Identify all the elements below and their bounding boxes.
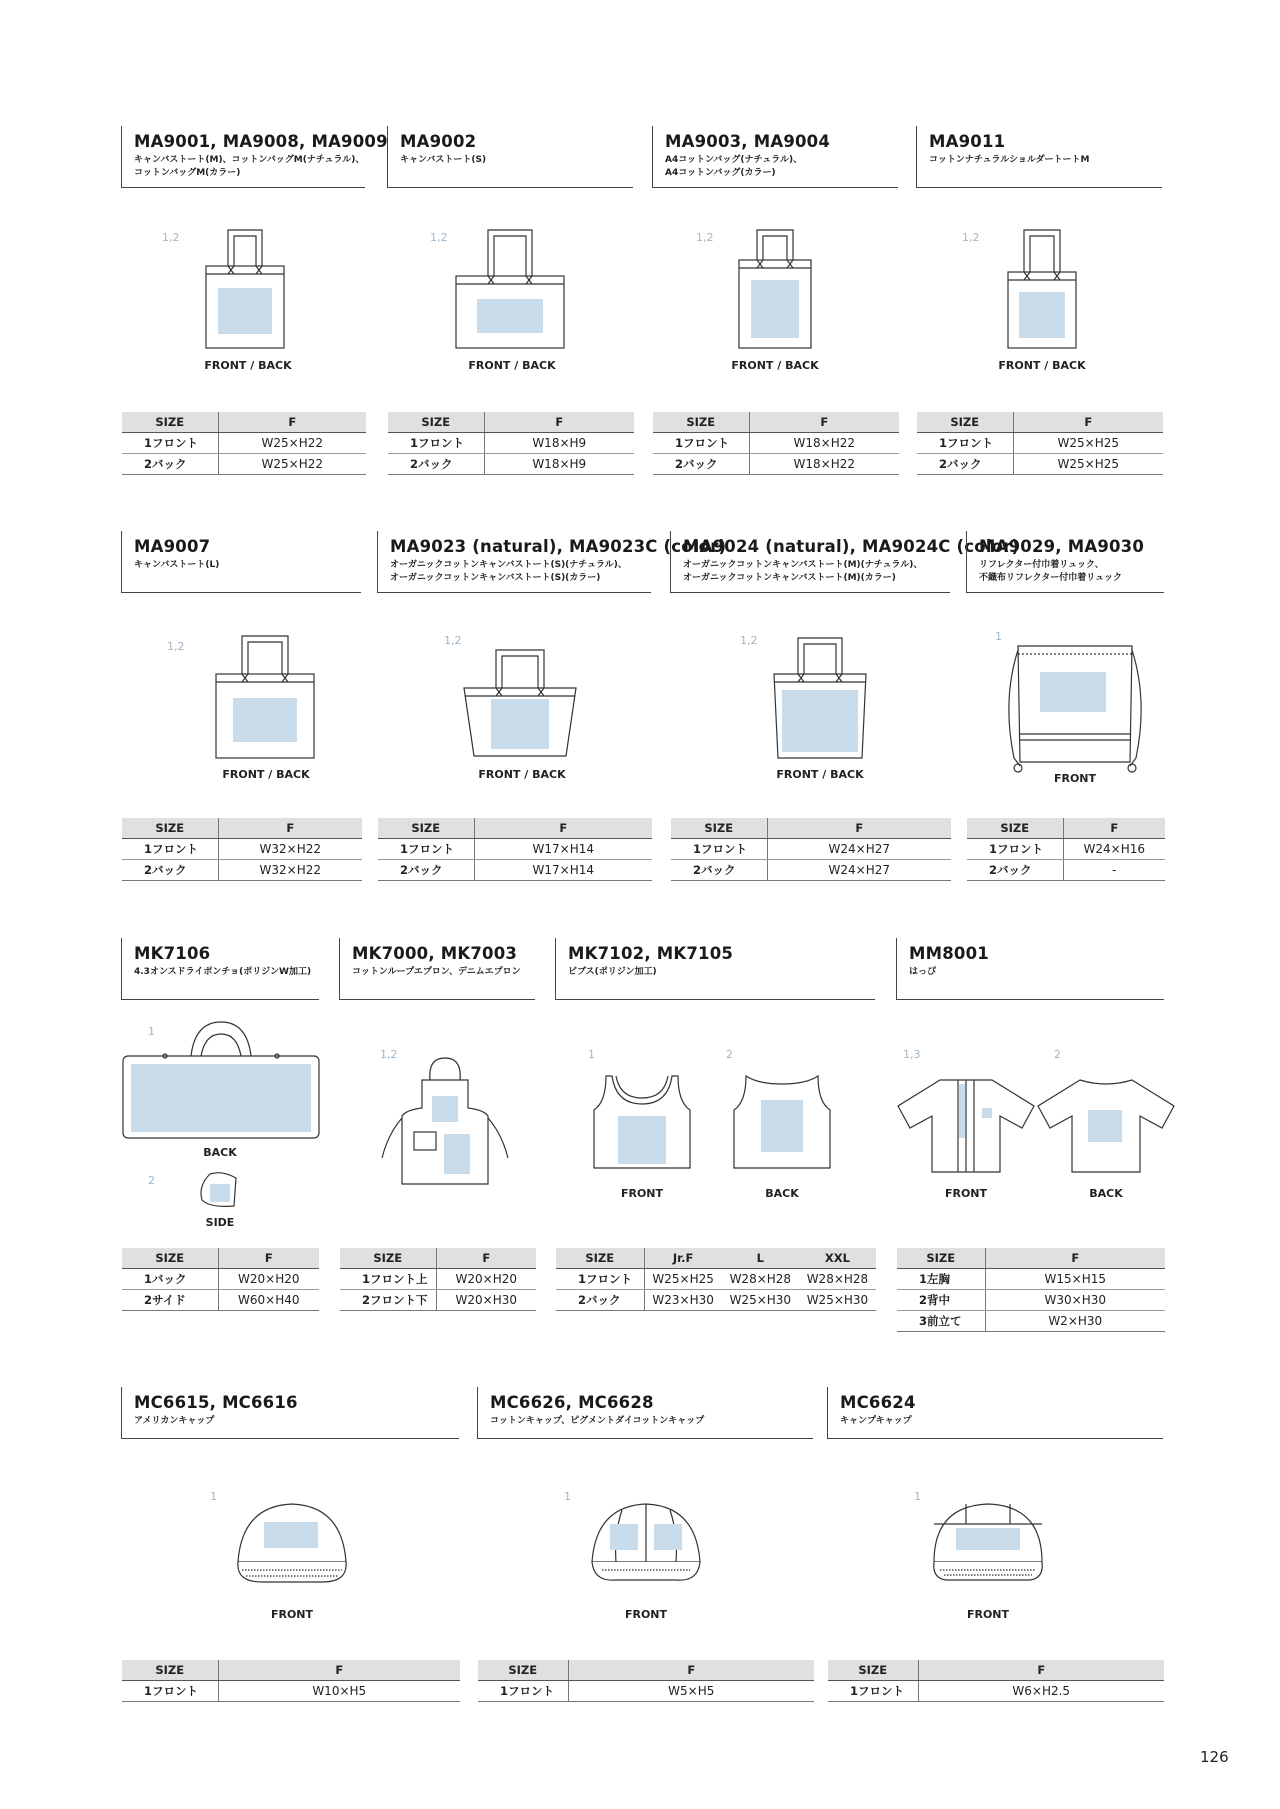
size-value: W20×H20 <box>218 1269 319 1290</box>
size-table <box>378 818 652 881</box>
size-header: SIZE <box>378 818 474 839</box>
size-value: W20×H20 <box>436 1269 536 1290</box>
print-position-number: 1,3 <box>903 1048 921 1061</box>
part-label: 1フロント <box>122 839 218 860</box>
product-code: MC6615, MC6616 <box>134 1393 298 1412</box>
product-code: MK7106 <box>134 944 211 963</box>
product-header <box>670 531 1020 593</box>
tote-bag-illustration <box>460 644 580 762</box>
product-header <box>896 938 1164 1000</box>
cotton-cap-illustration <box>586 1500 706 1586</box>
product-header <box>387 126 633 188</box>
part-label: 2バック <box>653 454 749 475</box>
product-code: MC6624 <box>840 1393 916 1412</box>
print-position-number: 1,2 <box>962 231 980 244</box>
print-position-number: 2 <box>1054 1048 1061 1061</box>
product-name: コットンループエプロン、デニムエプロン <box>352 967 521 977</box>
size-table <box>556 1248 876 1311</box>
camp-cap-illustration <box>926 1500 1050 1586</box>
view-label: BACK <box>765 1187 799 1200</box>
print-position-number: 2 <box>148 1174 155 1187</box>
product-name: キャンバストート(S) <box>400 155 487 165</box>
size-value: W60×H40 <box>218 1290 319 1311</box>
product-name: オーガニックコットンキャンバストート(M)(ナチュラル)、 オーガニックコットンキャンバストート(M)(カラー) <box>683 560 923 583</box>
size-table <box>478 1660 814 1702</box>
product-name: キャンプキャップ <box>840 1416 912 1426</box>
print-position-number: 1,2 <box>430 231 448 244</box>
product-name: 4.3オンスドライポンチョ(ポリジンW加工) <box>134 967 312 977</box>
size-col: F <box>985 1248 1165 1269</box>
view-label: FRONT / BACK <box>222 768 310 781</box>
product-header <box>477 1387 813 1439</box>
size-value: W25×H22 <box>218 454 366 475</box>
view-label: SIDE <box>205 1216 235 1229</box>
part-label: 1フロント <box>378 839 474 860</box>
part-label: 1フロント <box>967 839 1063 860</box>
size-col: F <box>474 818 652 839</box>
size-col: Jr.F <box>644 1248 722 1269</box>
product-code: MA9011 <box>929 132 1006 151</box>
product-header <box>121 531 361 593</box>
size-header: SIZE <box>340 1248 436 1269</box>
product-header <box>121 126 388 188</box>
part-label: 1左胸 <box>897 1269 985 1290</box>
size-header: SIZE <box>917 412 1013 433</box>
print-position-number: 1,2 <box>380 1048 398 1061</box>
product-header <box>339 938 535 1000</box>
size-value: W25×H25 <box>1013 433 1163 454</box>
size-value: W18×H22 <box>749 433 899 454</box>
size-table <box>917 412 1163 475</box>
product-name: リフレクター付巾着リュック、 不織布リフレクター付巾着リュック <box>979 560 1123 583</box>
part-label: 2フロント下 <box>340 1290 436 1311</box>
size-col: XXL <box>799 1248 876 1269</box>
size-col: L <box>722 1248 799 1269</box>
size-value: W25×H30 <box>722 1290 799 1311</box>
size-value: W15×H15 <box>985 1269 1165 1290</box>
view-label: FRONT <box>1053 772 1097 785</box>
size-table <box>388 412 634 475</box>
size-value: W18×H22 <box>749 454 899 475</box>
size-table <box>671 818 951 881</box>
part-label: 2バック <box>378 860 474 881</box>
product-header <box>652 126 898 188</box>
product-code: MA9001, MA9008, MA9009 <box>134 132 388 151</box>
part-label: 1フロント <box>556 1269 644 1290</box>
tote-bag-illustration <box>735 226 815 352</box>
product-name: コットンナチュラルショルダートートM <box>929 155 1090 165</box>
print-position-number: 1,2 <box>696 231 714 244</box>
part-label: 1フロント <box>122 1681 218 1702</box>
print-position-number: 1 <box>914 1490 921 1503</box>
product-header <box>121 1387 459 1439</box>
product-name: A4コットンバッグ(ナチュラル)、 A4コットンバッグ(カラー) <box>665 155 803 178</box>
size-header: SIZE <box>828 1660 918 1681</box>
size-value: W25×H30 <box>799 1290 876 1311</box>
product-code: MK7000, MK7003 <box>352 944 518 963</box>
size-col: F <box>218 818 362 839</box>
size-table <box>122 1660 460 1702</box>
american-cap-illustration <box>232 1500 352 1586</box>
size-table <box>122 412 366 475</box>
product-header <box>916 126 1162 188</box>
view-label: BACK <box>1089 1187 1123 1200</box>
size-value: W23×H30 <box>644 1290 722 1311</box>
size-col: F <box>218 1660 460 1681</box>
view-label: FRONT <box>624 1608 668 1621</box>
part-label: 2バック <box>388 454 484 475</box>
size-value: W30×H30 <box>985 1290 1165 1311</box>
part-label: 1フロント上 <box>340 1269 436 1290</box>
view-label: FRONT <box>620 1187 664 1200</box>
size-value: W20×H30 <box>436 1290 536 1311</box>
size-table <box>653 412 899 475</box>
size-value: W2×H30 <box>985 1311 1165 1332</box>
size-value: - <box>1063 860 1165 881</box>
page-number: 126 <box>1200 1748 1229 1766</box>
size-value: W28×H28 <box>722 1269 799 1290</box>
view-label: FRONT <box>944 1187 988 1200</box>
part-label: 2バック <box>917 454 1013 475</box>
part-label: 3前立て <box>897 1311 985 1332</box>
size-col: F <box>1063 818 1165 839</box>
product-code: MA9003, MA9004 <box>665 132 831 151</box>
view-label: FRONT <box>966 1608 1010 1621</box>
part-label: 1フロント <box>917 433 1013 454</box>
size-header: SIZE <box>122 1248 218 1269</box>
print-position-number: 1,2 <box>740 634 758 647</box>
product-code: MM8001 <box>909 944 989 963</box>
part-label: 2サイド <box>122 1290 218 1311</box>
size-header: SIZE <box>653 412 749 433</box>
happi-coat-front-illustration <box>896 1076 1036 1176</box>
size-value: W24×H27 <box>767 860 951 881</box>
size-value: W24×H16 <box>1063 839 1165 860</box>
view-label: FRONT / BACK <box>731 359 819 372</box>
view-label: FRONT <box>270 1608 314 1621</box>
product-header <box>377 531 727 593</box>
bibs-back-illustration <box>730 1074 834 1172</box>
size-col: F <box>749 412 899 433</box>
size-value: W17×H14 <box>474 860 652 881</box>
size-header: SIZE <box>122 1660 218 1681</box>
size-header: SIZE <box>967 818 1063 839</box>
size-value: W10×H5 <box>218 1681 460 1702</box>
view-label: BACK <box>203 1146 237 1159</box>
print-position-number: 1 <box>995 630 1002 643</box>
view-label: FRONT / BACK <box>468 359 556 372</box>
product-name: キャンバストート(L) <box>134 560 220 570</box>
product-name: アメリカンキャップ <box>134 1416 215 1426</box>
print-position-number: 1,2 <box>444 634 462 647</box>
product-code: MA9029, MA9030 <box>979 537 1145 556</box>
part-label: 1フロント <box>828 1681 918 1702</box>
product-code: MA9007 <box>134 537 211 556</box>
product-code: MC6626, MC6628 <box>490 1393 654 1412</box>
tote-bag-illustration <box>210 632 320 762</box>
size-table <box>897 1248 1165 1332</box>
size-value: W18×H9 <box>484 433 634 454</box>
part-label: 2バック <box>556 1290 644 1311</box>
size-value: W5×H5 <box>568 1681 814 1702</box>
size-value: W6×H2.5 <box>918 1681 1164 1702</box>
size-header: SIZE <box>122 818 218 839</box>
size-col: F <box>767 818 951 839</box>
part-label: 1フロント <box>478 1681 568 1702</box>
size-value: W32×H22 <box>218 860 362 881</box>
part-label: 1フロント <box>122 433 218 454</box>
view-label: FRONT / BACK <box>478 768 566 781</box>
product-code: MA9024 (natural), MA9024C (color) <box>683 537 1020 556</box>
tote-bag-illustration <box>450 226 570 352</box>
product-code: MA9002 <box>400 132 477 151</box>
part-label: 1フロント <box>388 433 484 454</box>
view-label: FRONT / BACK <box>998 359 1086 372</box>
size-header: SIZE <box>671 818 767 839</box>
product-code: MA9023 (natural), MA9023C (color) <box>390 537 727 556</box>
poncho-back-illustration <box>121 1020 321 1142</box>
size-col: F <box>218 412 366 433</box>
tote-bag-illustration <box>1002 226 1082 352</box>
size-header: SIZE <box>897 1248 985 1269</box>
print-position-number: 1 <box>210 1490 217 1503</box>
product-code: MK7102, MK7105 <box>568 944 734 963</box>
size-value: W25×H25 <box>1013 454 1163 475</box>
happi-coat-back-illustration <box>1036 1076 1176 1176</box>
tote-bag-illustration <box>770 634 870 764</box>
product-name: キャンバストート(M)、コットンバッグM(ナチュラル)、 コットンバッグM(カラー) <box>134 155 365 178</box>
size-col: F <box>218 1248 319 1269</box>
part-label: 2バック <box>122 454 218 475</box>
part-label: 2バック <box>967 860 1063 881</box>
size-value: W25×H25 <box>644 1269 722 1290</box>
product-header <box>827 1387 1163 1439</box>
size-col: F <box>568 1660 814 1681</box>
part-label: 1フロント <box>671 839 767 860</box>
size-col: F <box>918 1660 1164 1681</box>
size-col: F <box>1013 412 1163 433</box>
size-table <box>122 818 362 881</box>
poncho-side-illustration <box>196 1170 242 1210</box>
size-table <box>828 1660 1164 1702</box>
size-value: W17×H14 <box>474 839 652 860</box>
size-header: SIZE <box>478 1660 568 1681</box>
part-label: 2背中 <box>897 1290 985 1311</box>
part-label: 2バック <box>122 860 218 881</box>
print-position-number: 1 <box>588 1048 595 1061</box>
size-value: W18×H9 <box>484 454 634 475</box>
print-position-number: 1,2 <box>167 640 185 653</box>
print-position-number: 1 <box>148 1025 155 1038</box>
size-value: W28×H28 <box>799 1269 876 1290</box>
product-name: ビブス(ポリジン加工) <box>568 967 657 977</box>
product-header <box>966 531 1164 593</box>
product-name: コットンキャップ、ピグメントダイコットンキャップ <box>490 1416 705 1426</box>
size-table <box>967 818 1165 881</box>
size-value: W25×H22 <box>218 433 366 454</box>
product-name: はっぴ <box>909 967 937 977</box>
size-table <box>122 1248 319 1311</box>
product-name: オーガニックコットンキャンバストート(S)(ナチュラル)、 オーガニックコットンキャンバストート(S)(カラー) <box>390 560 627 583</box>
print-position-number: 2 <box>726 1048 733 1061</box>
part-label: 2バック <box>671 860 767 881</box>
view-label: FRONT / BACK <box>204 359 292 372</box>
size-col: F <box>436 1248 536 1269</box>
size-value: W32×H22 <box>218 839 362 860</box>
part-label: 1フロント <box>653 433 749 454</box>
apron-illustration <box>380 1054 510 1188</box>
bibs-front-illustration <box>590 1074 694 1172</box>
size-header: SIZE <box>388 412 484 433</box>
size-header: SIZE <box>556 1248 644 1269</box>
print-position-number: 1 <box>564 1490 571 1503</box>
print-position-number: 1,2 <box>162 231 180 244</box>
size-header: SIZE <box>122 412 218 433</box>
product-header <box>121 938 319 1000</box>
tote-bag-illustration <box>200 226 290 352</box>
size-table <box>340 1248 536 1311</box>
part-label: 1バック <box>122 1269 218 1290</box>
size-value: W24×H27 <box>767 839 951 860</box>
view-label: FRONT / BACK <box>776 768 864 781</box>
drawstring-backpack-illustration <box>1000 640 1150 776</box>
product-header <box>555 938 875 1000</box>
size-col: F <box>484 412 634 433</box>
